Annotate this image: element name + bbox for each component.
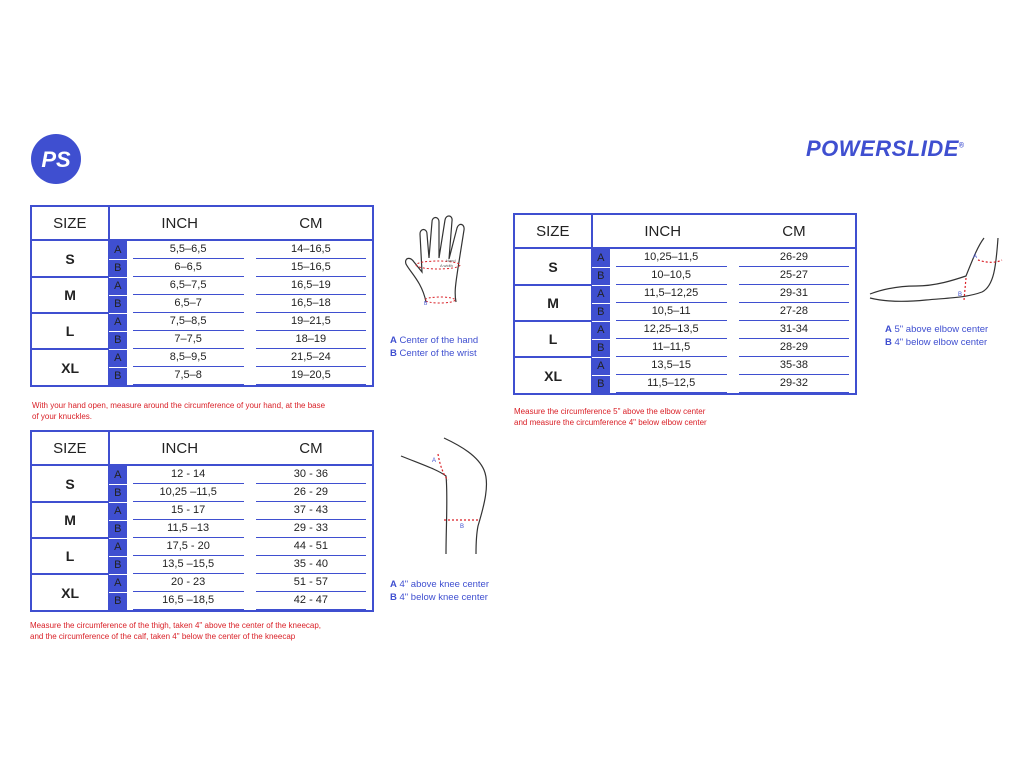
cm-cell: [250, 313, 373, 331]
table-row: [31, 538, 373, 556]
measure-key: A: [592, 285, 610, 303]
size-label: XL: [31, 349, 109, 386]
cm-value: 35 - 40: [256, 556, 366, 574]
hand-illustration-icon: [396, 212, 496, 312]
knee-body: [31, 465, 373, 611]
inch-value: 12 - 14: [133, 466, 244, 484]
col-header-size: SIZE: [514, 214, 592, 248]
inch-cell: [610, 285, 733, 303]
inch-cell: [127, 349, 250, 367]
knee-legend: [390, 578, 489, 604]
cm-cell: [250, 520, 373, 538]
glove-legend-b-text: Center of the wrist: [399, 348, 477, 359]
inch-cell: [127, 313, 250, 331]
table-row: [31, 574, 373, 592]
cm-cell: [250, 556, 373, 574]
measure-key: B: [109, 556, 127, 574]
cm-value: 19–21,5: [256, 313, 366, 331]
cm-value: 29 - 33: [256, 520, 366, 538]
knee-note-line2: and the circumference of the calf, taken 4" below the center of the kneecap: [30, 632, 296, 641]
measure-key: B: [592, 375, 610, 394]
cm-cell: [733, 285, 856, 303]
inch-cell: [127, 592, 250, 611]
cm-cell: [250, 277, 373, 295]
inch-value: 10,25–11,5: [616, 249, 727, 267]
cm-value: 35-38: [739, 357, 849, 375]
elbow-note: [514, 406, 707, 428]
measure-key: A: [109, 277, 127, 295]
glove-note: [32, 400, 325, 422]
cm-cell: [250, 592, 373, 611]
wordmark-text: POWERSLIDE: [806, 136, 959, 161]
inch-value: 10–10,5: [616, 267, 727, 285]
size-label: L: [514, 321, 592, 357]
inch-value: 13,5–15: [616, 357, 727, 375]
cm-cell: [250, 240, 373, 259]
knee-legend-b-text: 4" below knee center: [399, 592, 488, 603]
elbow-note-line2: and measure the circumference 4" below elbow center: [514, 418, 707, 427]
knee-size-table: [30, 430, 374, 612]
inch-value: 12,25–13,5: [616, 321, 727, 339]
glove-size-table: [30, 205, 374, 387]
inch-cell: [610, 303, 733, 321]
col-header-inch: INCH: [109, 431, 250, 465]
glove-legend-a-key: A: [390, 335, 397, 346]
table-row: [514, 285, 856, 303]
col-header-cm: CM: [250, 206, 373, 240]
elbow-legend-a-key: A: [885, 324, 892, 335]
measure-key: A: [592, 248, 610, 267]
elbow-legend-b-key: B: [885, 337, 892, 348]
knee-illustration-icon: [396, 436, 506, 556]
inch-value: 15 - 17: [133, 502, 244, 520]
elbow-legend-b-text: 4" below elbow center: [894, 337, 988, 348]
cm-cell: [250, 259, 373, 277]
cm-value: 27-28: [739, 303, 849, 321]
cm-value: 37 - 43: [256, 502, 366, 520]
size-label: L: [31, 313, 109, 349]
inch-value: 16,5 –18,5: [133, 592, 244, 610]
inch-cell: [610, 375, 733, 394]
cm-value: 18–19: [256, 331, 366, 349]
measure-key: A: [109, 465, 127, 484]
cm-value: 26-29: [739, 249, 849, 267]
glove-legend-b-key: B: [390, 348, 397, 359]
knee-illus-a: A: [432, 458, 437, 464]
measure-key: A: [109, 538, 127, 556]
table-row: [31, 313, 373, 331]
glove-legend: [390, 334, 478, 360]
measure-key: B: [592, 339, 610, 357]
cm-value: 28-29: [739, 339, 849, 357]
powerslide-wordmark: [806, 136, 965, 162]
inch-cell: [610, 248, 733, 267]
measure-key: B: [592, 267, 610, 285]
elbow-illustration-icon: [866, 236, 1016, 316]
cm-value: 16,5–19: [256, 277, 366, 295]
elbow-legend-a-text: 5" above elbow center: [894, 324, 989, 335]
inch-cell: [127, 484, 250, 502]
inch-cell: [610, 357, 733, 375]
cm-value: 51 - 57: [256, 574, 366, 592]
elbow-legend-b: [885, 336, 988, 349]
cm-cell: [733, 339, 856, 357]
measure-key: B: [109, 295, 127, 313]
knee-illus-b: B: [460, 524, 465, 530]
table-row: [514, 321, 856, 339]
size-label: M: [31, 502, 109, 538]
measure-key: A: [592, 321, 610, 339]
inch-cell: [127, 574, 250, 592]
table-row: [31, 465, 373, 484]
cm-cell: [733, 321, 856, 339]
table-row: [31, 502, 373, 520]
elbow-legend-a: [885, 323, 988, 336]
cm-value: 26 - 29: [256, 484, 366, 502]
size-label: XL: [514, 357, 592, 394]
elbow-illus-b: B: [958, 292, 963, 298]
inch-value: 17,5 - 20: [133, 538, 244, 556]
table-row: [31, 240, 373, 259]
cm-cell: [250, 574, 373, 592]
inch-value: 6–6,5: [133, 259, 244, 277]
col-header-cm: CM: [250, 431, 373, 465]
cm-value: 21,5–24: [256, 349, 366, 367]
table-row: [31, 277, 373, 295]
table-row: [514, 357, 856, 375]
glove-legend-b: [390, 347, 478, 360]
inch-value: 13,5 –15,5: [133, 556, 244, 574]
inch-cell: [610, 267, 733, 285]
knee-legend-a-text: 4" above knee center: [399, 579, 489, 590]
elbow-illus-a: A: [973, 254, 978, 260]
inch-value: 20 - 23: [133, 574, 244, 592]
inch-cell: [127, 520, 250, 538]
cm-value: 29-32: [739, 375, 849, 393]
inch-cell: [127, 465, 250, 484]
cm-cell: [733, 303, 856, 321]
inch-cell: [610, 339, 733, 357]
cm-cell: [250, 502, 373, 520]
cm-cell: [250, 465, 373, 484]
measure-key: A: [109, 502, 127, 520]
cm-cell: [733, 267, 856, 285]
glove-legend-a-text: Center of the hand: [399, 335, 479, 346]
inch-value: 8,5–9,5: [133, 349, 244, 367]
cm-cell: [250, 484, 373, 502]
inch-value: 6,5–7,5: [133, 277, 244, 295]
cm-cell: [250, 295, 373, 313]
inch-cell: [127, 331, 250, 349]
size-label: L: [31, 538, 109, 574]
table-row: [514, 248, 856, 267]
inch-value: 7,5–8: [133, 367, 244, 385]
wordmark-mark: ®: [958, 142, 965, 150]
col-header-cm: CM: [733, 214, 856, 248]
elbow-size-table: [513, 213, 857, 395]
glove-note-line1: With your hand open, measure around the circumference of your hand, at the base: [32, 401, 326, 410]
col-header-size: SIZE: [31, 431, 109, 465]
measure-key: A: [109, 349, 127, 367]
knee-legend-b-key: B: [390, 592, 397, 603]
inch-value: 10,5–11: [616, 303, 727, 321]
measure-key: B: [109, 484, 127, 502]
size-label: M: [514, 285, 592, 321]
inch-value: 10,25 –11,5: [133, 484, 244, 502]
inch-value: 11,5–12,5: [616, 375, 727, 393]
measure-key: A: [592, 357, 610, 375]
inch-cell: [127, 240, 250, 259]
elbow-legend: [885, 323, 988, 349]
cm-value: 31-34: [739, 321, 849, 339]
cm-value: 19–20,5: [256, 367, 366, 385]
hand-illus-label2: A width: [440, 263, 453, 268]
inch-value: 11,5–12,25: [616, 285, 727, 303]
inch-cell: [127, 502, 250, 520]
inch-value: 11,5 –13: [133, 520, 244, 538]
knee-legend-a-key: A: [390, 579, 397, 590]
knee-note-line1: Measure the circumference of the thigh, taken 4" above the center of the kneecap,: [30, 621, 322, 630]
knee-legend-b: [390, 591, 489, 604]
cm-cell: [250, 349, 373, 367]
cm-cell: [733, 357, 856, 375]
col-header-inch: INCH: [109, 206, 250, 240]
cm-value: 44 - 51: [256, 538, 366, 556]
inch-cell: [610, 321, 733, 339]
size-label: M: [31, 277, 109, 313]
inch-value: 6,5–7: [133, 295, 244, 313]
cm-value: 42 - 47: [256, 592, 366, 610]
ps-logo-icon: [30, 133, 82, 185]
cm-value: 14–16,5: [256, 241, 366, 259]
glove-legend-a: [390, 334, 478, 347]
inch-cell: [127, 556, 250, 574]
cm-value: 29-31: [739, 285, 849, 303]
table-row: [31, 349, 373, 367]
measure-key: A: [109, 574, 127, 592]
cm-value: 30 - 36: [256, 466, 366, 484]
knee-legend-a: [390, 578, 489, 591]
inch-value: 7–7,5: [133, 331, 244, 349]
inch-cell: [127, 367, 250, 386]
cm-cell: [250, 367, 373, 386]
size-label: S: [514, 248, 592, 285]
size-label: XL: [31, 574, 109, 611]
inch-cell: [127, 295, 250, 313]
measure-key: A: [109, 240, 127, 259]
knee-note: [30, 620, 321, 642]
measure-key: B: [109, 331, 127, 349]
cm-value: 15–16,5: [256, 259, 366, 277]
inch-value: 5,5–6,5: [133, 241, 244, 259]
inch-cell: [127, 277, 250, 295]
measure-key: B: [592, 303, 610, 321]
cm-value: 25-27: [739, 267, 849, 285]
inch-cell: [127, 538, 250, 556]
inch-value: 11–11,5: [616, 339, 727, 357]
cm-cell: [733, 248, 856, 267]
size-label: S: [31, 465, 109, 502]
measure-key: B: [109, 367, 127, 386]
cm-cell: [250, 538, 373, 556]
measure-key: A: [109, 313, 127, 331]
measure-key: B: [109, 592, 127, 611]
cm-value: 16,5–18: [256, 295, 366, 313]
hand-illus-label1: Hand: [446, 258, 456, 263]
measure-key: B: [109, 520, 127, 538]
hand-illus-b: B: [424, 301, 428, 307]
elbow-body: [514, 248, 856, 394]
inch-cell: [127, 259, 250, 277]
col-header-size: SIZE: [31, 206, 109, 240]
ps-logo-text: PS: [41, 147, 71, 172]
cm-cell: [250, 331, 373, 349]
glove-body: [31, 240, 373, 386]
elbow-note-line1: Measure the circumference 5" above the elbow center: [514, 407, 706, 416]
glove-note-line2: of your knuckles.: [32, 412, 93, 421]
measure-key: B: [109, 259, 127, 277]
size-label: S: [31, 240, 109, 277]
cm-cell: [733, 375, 856, 394]
inch-value: 7,5–8,5: [133, 313, 244, 331]
col-header-inch: INCH: [592, 214, 733, 248]
